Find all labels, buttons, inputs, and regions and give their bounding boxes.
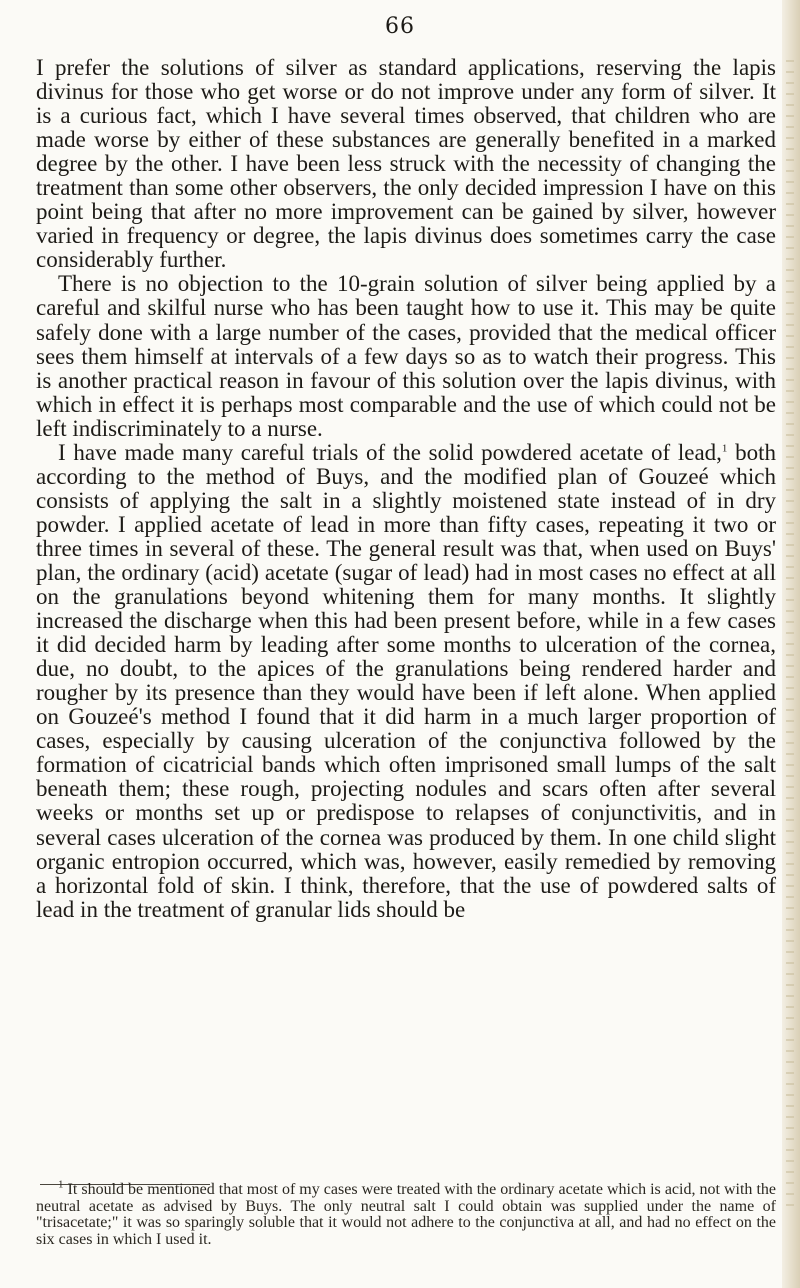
- page-number: 66: [385, 14, 415, 39]
- paragraph-nurse-application: There is no objection to the 10-grain solution of silver being applied by a careful and skilful nurse who has been taught how to use it. This may be quite safely done with a large number of the cases, provided that the medical officer sees them himself at intervals of a few days so as to watch their progress. This is another practical reason in favour of this solution over the lapis divinus, with which in effect it is perhaps most comparable and the use of which could not be left indiscriminately to a nurse.: [36, 271, 776, 441]
- paragraph-acetate-text-rest: both according to the method of Buys, and the modified plan of Gouzeé which consists of applying the salt in a slightly moistened state instead of in dry powder. I applied acetate of lead in more than fifty cases, repeating it two or three times in several of these. The general result was that, when used on Buys' plan, the ordinary (acid) acetate (sugar of lead) had in most cases no effect at all on the granulations beyond whitening them for many months. It slightly increased the discharge when this had been present before, while in a few cases it did decided harm by leading after some months to ulceration of the cornea, due, no doubt, to the apices of the granulations being rendered harder and rougher by its presence than they would have been if left alone. When applied on Gouzeé's method I found that it did harm in a much larger proportion of cases, especially by causing ulceration of the conjunctiva followed by the formation of cicatricial bands which often imprisoned small lumps of the salt beneath them; these rough, projecting nodules and scars often after several weeks or months set up or predispose to relapses of conjunctivitis, and in several cases ulceration of the cornea was produced by them. In one child slight organic entropion occurred, which was, however, easily remedied by removing a horizontal fold of skin. I think, therefore, that the use of powdered salts of lead in the treatment of granular lids should be: [36, 439, 776, 922]
- paragraph-acetate-text-start: I have made many careful trials of the solid powdered acetate of lead,: [58, 439, 722, 465]
- binding-edge-texture: [786, 60, 794, 1210]
- body-text: [36, 56, 776, 922]
- footnote-reference: 1: [721, 442, 728, 455]
- paragraph-acetate-of-lead: [36, 441, 776, 922]
- paragraph-silver-solutions: I prefer the solutions of silver as standard applications, reserving the lapis divinus for those who get worse or do not improve under any form of silver. It is a curious fact, which I have several times observed, that children who are made worse by either of these substances are generally benefited in a marked degree by the other. I have been less struck with the necessity of changing the treatment than some other observers, the only decided impression I have on this point being that after no more improvement can be gained by silver, however varied in frequency or degree, the lapis divinus does sometimes carry the case considerably further.: [36, 55, 776, 273]
- footnote: [36, 1178, 777, 1248]
- footnote-marker: 1: [58, 1178, 64, 1191]
- footnote-text: It should be mentioned that most of my cases were treated with the ordinary acetate which is acid, not with the neutral acetate as advised by Buys. The only neutral salt I could obtain was supplied under the name of "trisacetate;" it was so sparingly soluble that it would not adhere to the conjunctiva at all, and had no effect on the six cases in which I used it.: [36, 1181, 777, 1248]
- page-edge-shadow: [782, 0, 800, 1288]
